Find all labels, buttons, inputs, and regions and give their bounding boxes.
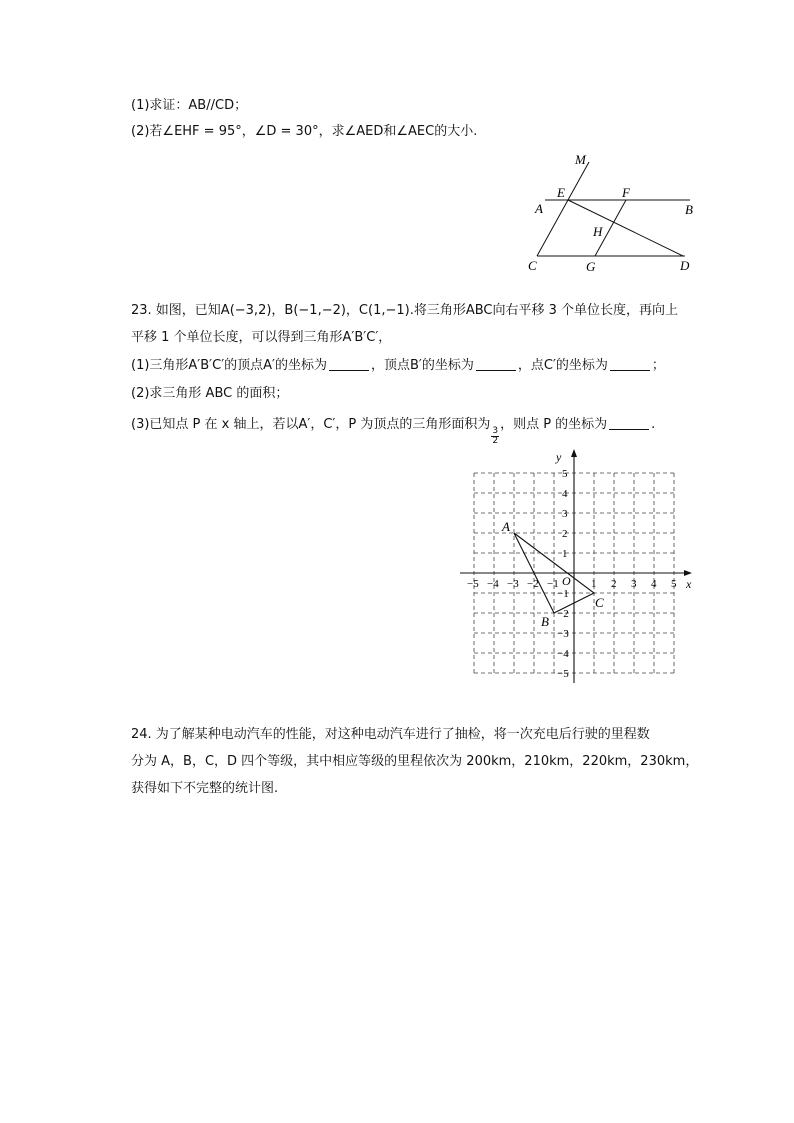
label-F: F	[622, 185, 630, 200]
point-label-B: B	[541, 614, 549, 629]
q24-line3: 获得如下不完整的统计图.	[131, 781, 279, 796]
answer-blank-b	[476, 357, 516, 371]
q23-line1: 23. 如图，已知A(−3,2)，B(−1,−2)，C(1,−1).将三角形ABC向右平移 3 个单位长度，再向上	[131, 303, 679, 318]
y-tick-label: −3	[557, 628, 569, 640]
q23-p1-text-c: ，点C′的坐标为	[517, 358, 608, 373]
x-tick-label: −2	[527, 578, 539, 590]
x-tick-label: −5	[467, 578, 479, 590]
label-E: E	[557, 185, 565, 200]
y-tick-label: −1	[557, 588, 569, 600]
x-tick-label: −4	[487, 578, 499, 590]
x-tick-label: 4	[651, 578, 657, 590]
label-H: H	[593, 224, 603, 239]
y-tick-label: 4	[562, 488, 568, 500]
y-tick-label: 5	[562, 468, 568, 480]
x-tick-label: 1	[591, 578, 597, 590]
label-C: C	[528, 258, 537, 273]
q22-part2: (2)若∠EHF = 95°，∠D = 30°，求∠AED和∠AEC的大小.	[131, 124, 478, 139]
x-tick-label: 5	[671, 578, 677, 590]
q23-p3-text-b: ，则点 P 的坐标为	[500, 417, 608, 432]
q23-part2: (2)求三角形 ABC 的面积；	[131, 386, 289, 401]
y-tick-label: 2	[562, 528, 568, 540]
y-tick-label: 3	[562, 508, 568, 520]
point-label-C: C	[595, 595, 604, 610]
q24-line2: 分为 A，B，C，D 四个等级，其中相应等级的里程依次为 200km，210km，220km，230km，	[131, 754, 699, 769]
q23-part3	[131, 416, 655, 446]
q23-p1-text-a: (1)三角形A′B′C′的顶点A′的坐标为	[131, 358, 328, 373]
coordinate-grid-figure	[450, 448, 700, 698]
y-tick-label: 1	[562, 548, 568, 560]
point-label-A: A	[502, 519, 510, 534]
q23-p1-text-d: ；	[651, 358, 665, 373]
x-tick-label: −3	[507, 578, 519, 590]
q23-p3-text-a: (3)已知点 P 在 x 轴上，若以A′，C′，P 为顶点的三角形面积为	[131, 417, 491, 432]
answer-blank-c	[610, 357, 650, 371]
y-tick-label: −5	[557, 668, 569, 680]
origin-label: O	[562, 574, 571, 588]
parallel-lines-figure	[525, 148, 705, 276]
fraction-three-halves: $\frac{3}{2}$	[492, 426, 499, 446]
q23-line2: 平移 1 个单位长度，可以得到三角形A′B′C′，	[131, 330, 392, 345]
y-tick-label: −4	[557, 648, 569, 660]
label-A: A	[535, 201, 543, 216]
label-B: B	[685, 202, 693, 217]
y-tick-label: −2	[557, 608, 569, 620]
q23-p3-text-c: .	[651, 417, 656, 432]
y-axis-label: y	[556, 450, 562, 464]
x-axis-label: x	[686, 577, 692, 591]
q24-line1: 24. 为了解某种电动汽车的性能，对这种电动汽车进行了抽检，将一次充电后行驶的里程数	[131, 727, 650, 742]
x-tick-label: 3	[631, 578, 637, 590]
q23-part1	[131, 357, 665, 375]
q22-part1: (1)求证：AB//CD；	[131, 98, 248, 113]
y-axis-arrow	[571, 449, 577, 457]
x-axis-arrow	[684, 570, 692, 576]
label-G: G	[586, 259, 596, 274]
x-tick-label: 2	[611, 578, 617, 590]
label-M: M	[575, 152, 586, 167]
x-tick-label: −1	[547, 578, 559, 590]
label-D: D	[680, 258, 690, 273]
q23-p1-text-b: ，顶点B′的坐标为	[371, 358, 474, 373]
answer-blank-p	[609, 416, 649, 430]
answer-blank-a	[329, 357, 369, 371]
